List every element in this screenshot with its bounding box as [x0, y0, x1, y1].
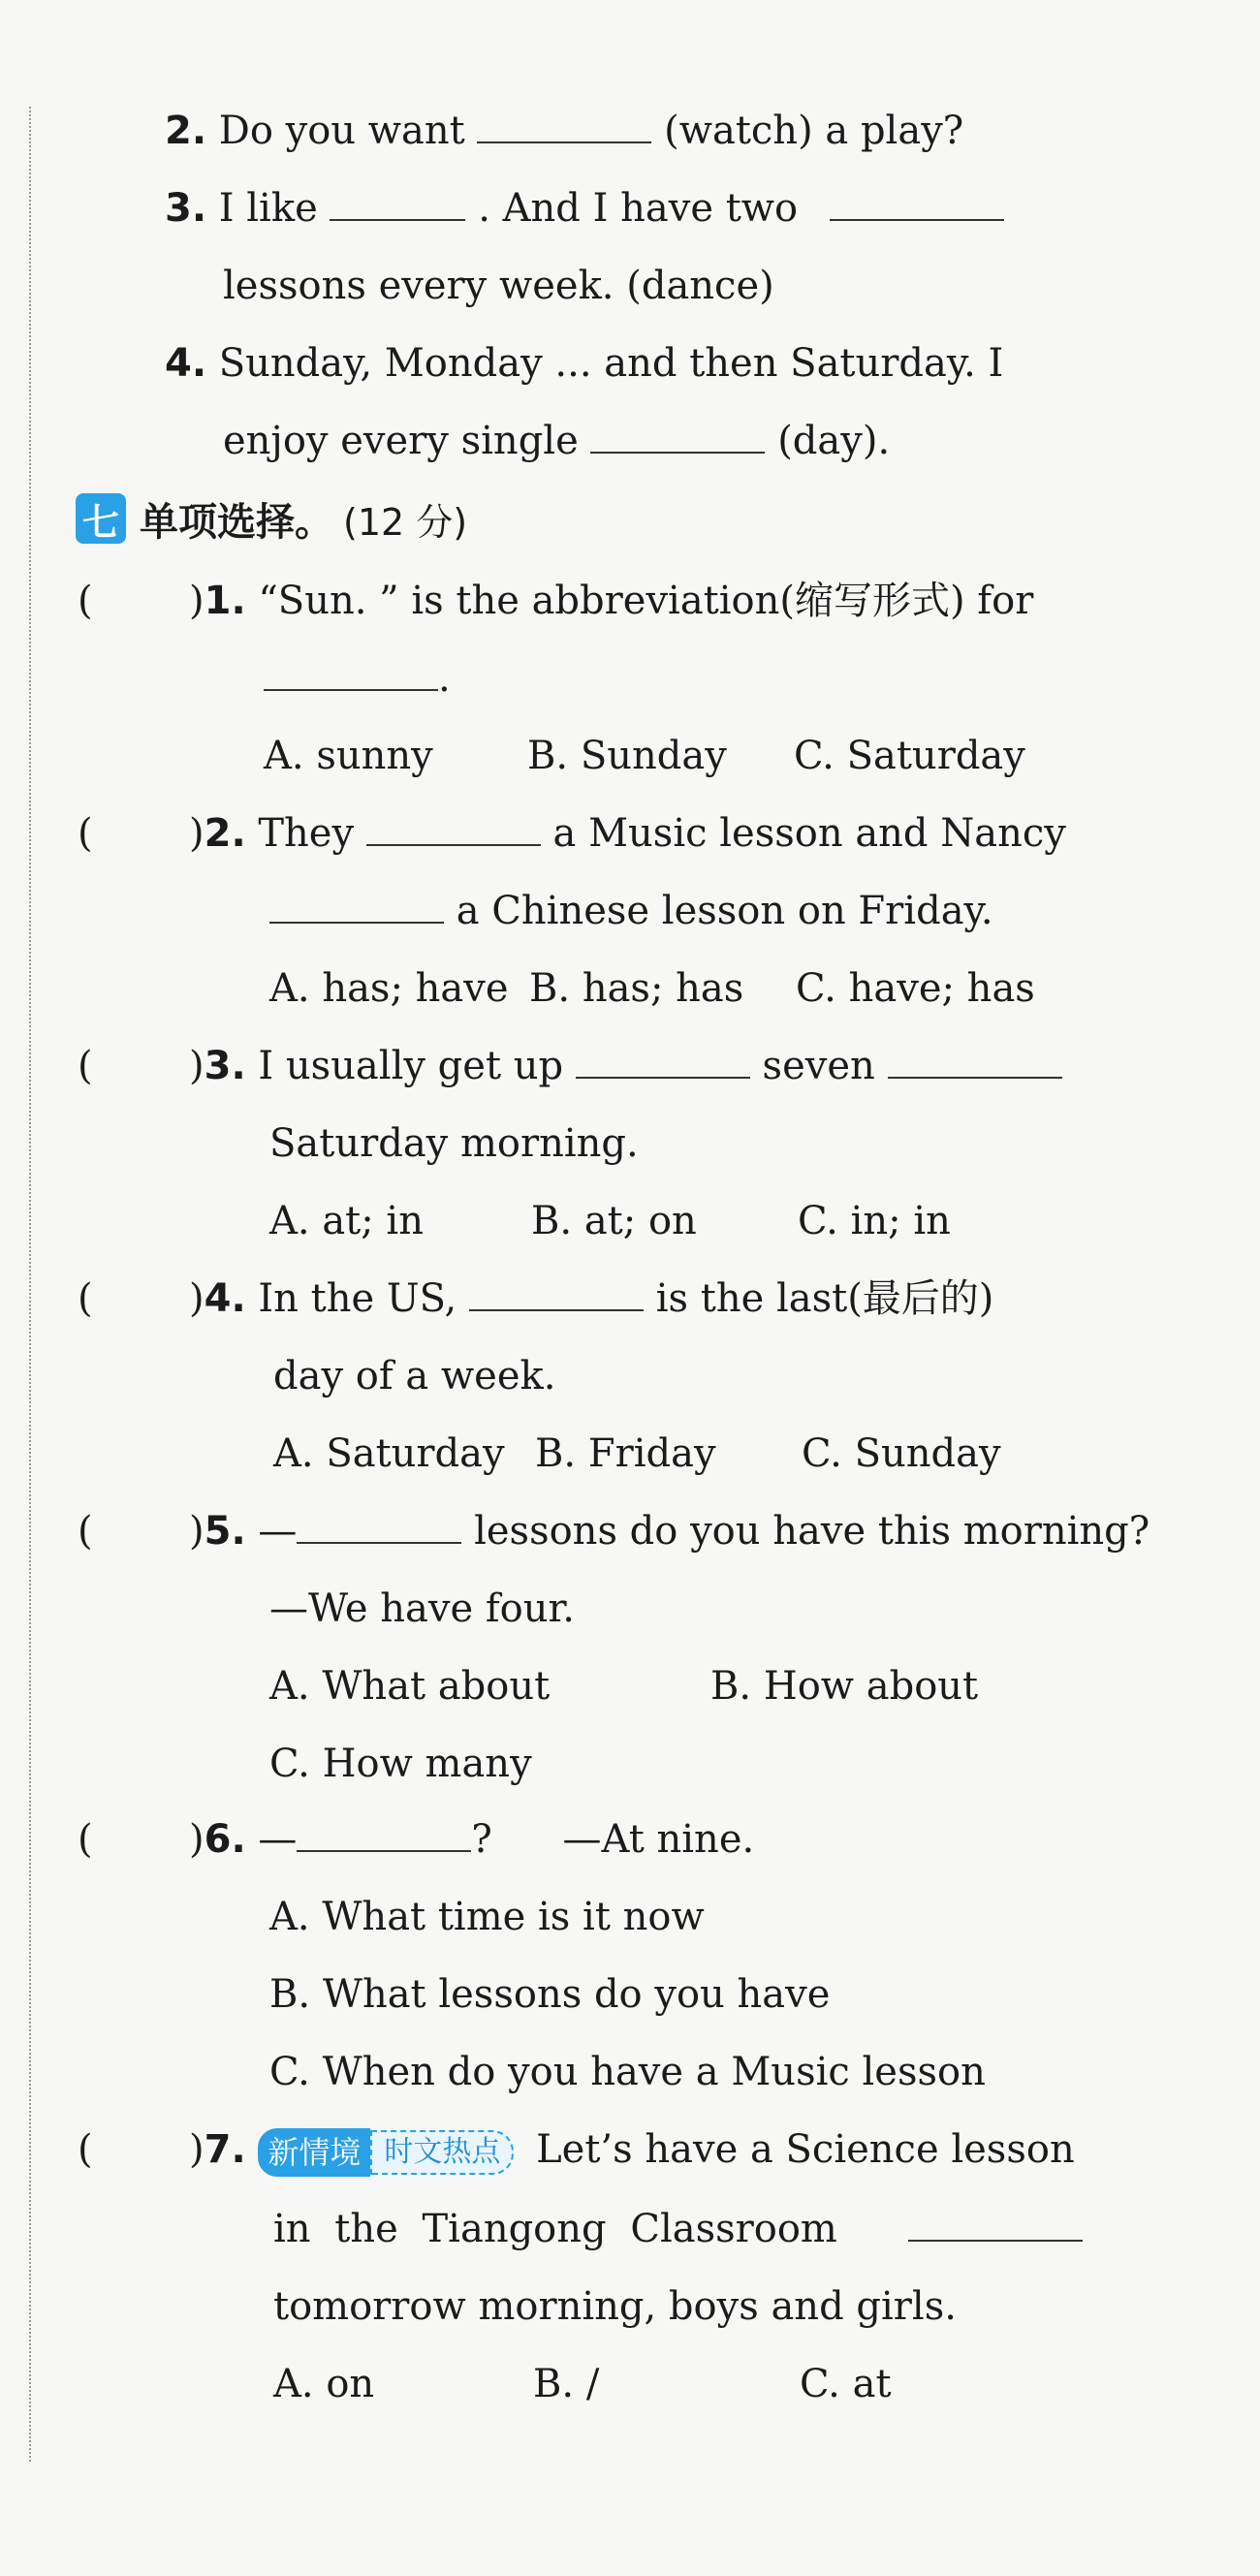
question-7-line3: tomorrow morning, boys and girls. — [273, 2284, 957, 2329]
question-2: )2. They a Music lesson and Nancy — [189, 804, 1066, 863]
question-1-line2: . — [264, 649, 451, 707]
question-2-options — [269, 959, 1035, 1018]
question-1: )1. “Sun. ” is the abbreviation(缩写形式) for — [189, 579, 1034, 623]
option-c[interactable]: C. Sunday — [802, 1431, 1001, 1476]
question-4-options — [273, 1425, 1001, 1483]
option-c[interactable]: C. in; in — [798, 1199, 951, 1243]
section-number-badge: 七 — [76, 493, 126, 544]
answer-paren-open[interactable]: ( — [78, 1044, 93, 1088]
answer-blank[interactable] — [469, 1272, 644, 1311]
question-3: )3. I usually get up seven — [189, 1037, 1062, 1095]
prev-question-2: 2. Do you want (watch) a play? — [165, 102, 963, 160]
binding-margin-rule — [29, 107, 31, 2462]
prev-question-4-line2: enjoy every single (day). — [223, 412, 890, 470]
answer-paren-open[interactable]: ( — [78, 1509, 93, 1554]
option-c[interactable]: C. at — [800, 2362, 892, 2406]
answer-paren-open[interactable]: ( — [78, 2127, 93, 2172]
question-7: )7. 新情境 时文热点 Let’s have a Science lesson — [189, 2120, 1075, 2179]
section-header — [76, 489, 467, 548]
option-a[interactable]: A. at; in — [269, 1199, 424, 1243]
question-5: )5. — lessons do you have this morning? — [189, 1502, 1150, 1560]
question-6-option-c[interactable]: C. When do you have a Music lesson — [269, 2050, 986, 2094]
prev-question-4: 4. Sunday, Monday ... and then Saturday. I — [165, 341, 1004, 386]
question-3-line2: Saturday morning. — [269, 1121, 639, 1166]
option-b[interactable]: B. / — [533, 2362, 600, 2406]
question-5-line2: —We have four. — [269, 1586, 575, 1631]
answer-blank[interactable] — [297, 1505, 461, 1544]
section-score: (12 分) — [343, 500, 468, 544]
option-b[interactable]: B. at; on — [531, 1199, 697, 1243]
answer-blank[interactable] — [477, 105, 651, 143]
tag-new-context: 新情境 — [258, 2128, 370, 2177]
question-6-option-b[interactable]: B. What lessons do you have — [269, 1972, 831, 2017]
answer-blank[interactable] — [269, 885, 444, 924]
question-4: )4. In the US, is the last(最后的) — [189, 1270, 993, 1328]
answer-blank[interactable] — [297, 1813, 471, 1852]
answer-paren-open[interactable]: ( — [78, 811, 93, 856]
new-context-tag — [258, 2128, 514, 2177]
prev-question-3: 3. I like . And I have two — [165, 179, 1004, 237]
question-1-options — [264, 727, 1025, 785]
answer-blank[interactable] — [590, 415, 765, 454]
answer-blank[interactable] — [366, 807, 541, 846]
answer-blank[interactable] — [888, 1040, 1062, 1079]
question-6-option-a[interactable]: A. What time is it now — [269, 1895, 705, 1939]
option-b[interactable]: B. How about — [710, 1664, 979, 1709]
answer-blank[interactable] — [576, 1040, 750, 1079]
question-7-options — [273, 2355, 892, 2413]
option-a[interactable]: A. Saturday — [273, 1431, 505, 1476]
answer-paren-open[interactable]: ( — [78, 1276, 93, 1321]
section-title: 单项选择。 — [140, 499, 333, 545]
question-7-line2: in the Tiangong Classroom — [273, 2200, 1083, 2258]
option-a[interactable]: A. What about — [269, 1664, 551, 1709]
question-5-option-c[interactable]: C. How many — [269, 1742, 532, 1786]
answer-paren-open[interactable]: ( — [78, 579, 93, 623]
answer-blank[interactable] — [908, 2203, 1083, 2242]
question-5-options-ab — [269, 1657, 978, 1715]
answer-blank[interactable] — [264, 652, 438, 691]
option-c[interactable]: C. have; has — [796, 966, 1035, 1011]
answer-blank[interactable] — [330, 182, 465, 221]
tag-current-events: 时文热点 — [370, 2130, 514, 2175]
option-b[interactable]: B. Sunday — [527, 734, 727, 778]
answer-blank[interactable] — [830, 182, 1004, 221]
option-b[interactable]: B. Friday — [535, 1431, 716, 1476]
question-2-line2: a Chinese lesson on Friday. — [269, 882, 993, 940]
question-6: )6. — ? —At nine. — [189, 1810, 754, 1869]
option-a[interactable]: A. on — [273, 2362, 375, 2406]
question-3-options — [269, 1192, 951, 1250]
answer-paren-open[interactable]: ( — [78, 1817, 93, 1862]
option-b[interactable]: B. has; has — [529, 966, 744, 1011]
question-4-line2: day of a week. — [273, 1354, 556, 1398]
option-a[interactable]: A. sunny — [264, 734, 433, 778]
option-c[interactable]: C. Saturday — [794, 734, 1025, 778]
option-a[interactable]: A. has; have — [269, 966, 509, 1011]
prev-question-3-line2: lessons every week. (dance) — [223, 264, 774, 308]
